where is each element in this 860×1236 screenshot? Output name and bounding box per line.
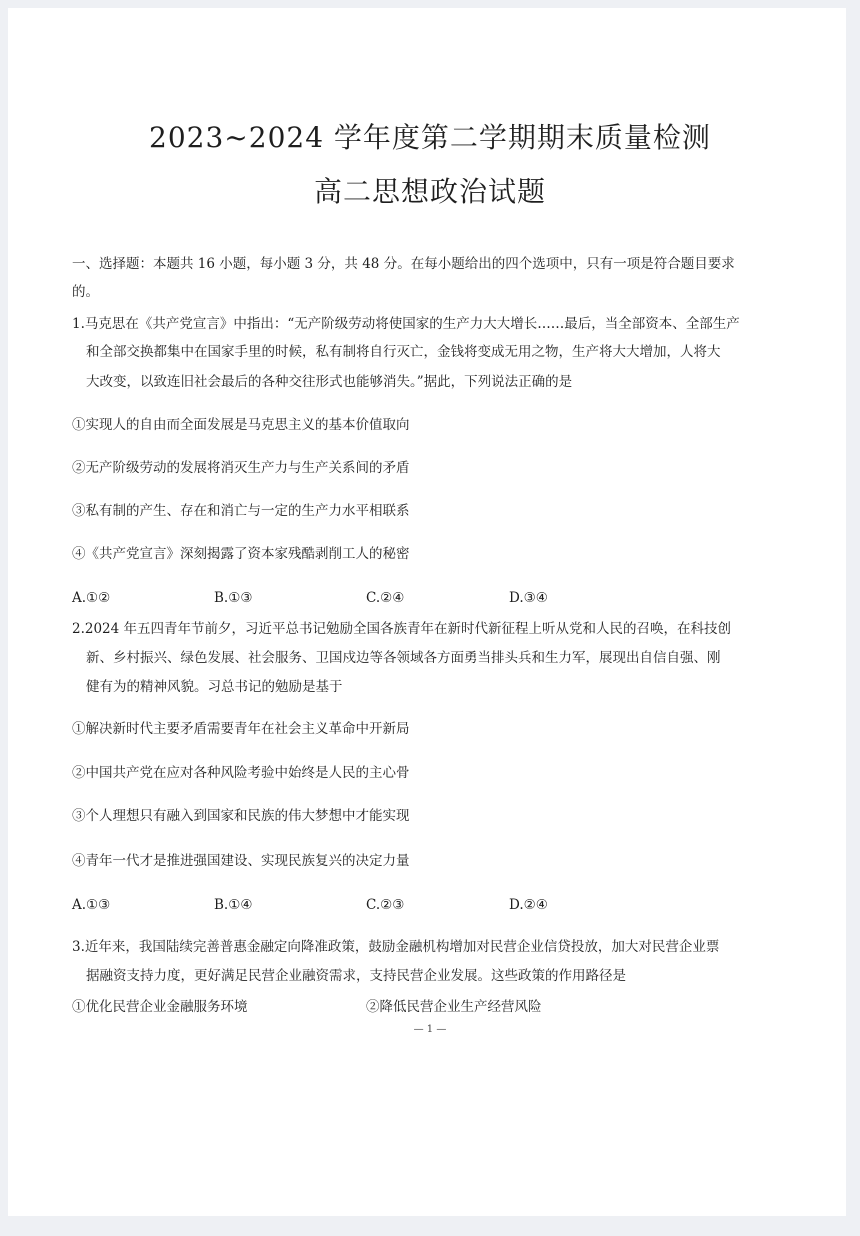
question-1-statement: ③私有制的产生、存在和消亡与一定的生产力水平相联系 [72,503,410,519]
option-c[interactable]: C.②④ [366,590,405,606]
section-intro-line: 一、选择题：本题共 16 小题，每小题 3 分，共 48 分。在每小题给出的四个选项中，只有一项是符合题目要求 [72,256,735,272]
option-a[interactable]: A.①② [72,590,111,606]
option-b[interactable]: B.①③ [214,590,253,606]
option-a[interactable]: A.①③ [72,897,111,913]
question-2-statement: ①解决新时代主要矛盾需要青年在社会主义革命中开新局 [72,721,410,737]
question-1-statement: ④《共产党宣言》深刻揭露了资本家残酷剥削工人的秘密 [72,546,410,562]
question-1-statement: ①实现人的自由而全面发展是马克思主义的基本价值取向 [72,417,410,433]
question-1-stem-line: 大改变，以致连旧社会最后的各种交往形式也能够消失。”据此，下列说法正确的是 [86,374,573,390]
option-c[interactable]: C.②③ [366,897,405,913]
question-3-stem-line: 据融资支持力度，更好满足民营企业融资需求，支持民营企业发展。这些政策的作用路径是 [86,968,626,984]
option-d[interactable]: D.②④ [509,897,548,913]
option-d[interactable]: D.③④ [509,590,548,606]
question-3-stem-line: 3.近年来，我国陆续完善普惠金融定向降准政策，鼓励金融机构增加对民营企业信贷投放，加大对民营企业票 [72,939,720,955]
section-intro-line: 的。 [72,284,99,300]
exam-subtitle: 高二思想政治试题 [313,175,546,208]
page-number: — 1 — [413,1024,447,1035]
question-1-stem-line: 和全部交换都集中在国家手里的时候，私有制将自行灭亡，金钱将变成无用之物，生产将大大增加，人将大 [86,344,721,360]
question-2-stem-line: 健有为的精神风貌。习总书记的勉励是基于 [86,679,343,695]
option-b[interactable]: B.①④ [214,897,253,913]
question-3-statement: ①优化民营企业金融服务环境 [72,999,248,1015]
question-3-statement: ②降低民营企业生产经营风险 [366,999,542,1015]
question-1-stem-line: 1.马克思在《共产党宣言》中指出：“无产阶级劳动将使国家的生产力大大增长……最后，当全部资本、全部生产 [72,316,740,332]
question-1-statement: ②无产阶级劳动的发展将消灭生产力与生产关系间的矛盾 [72,460,410,476]
question-2-statement: ③个人理想只有融入到国家和民族的伟大梦想中才能实现 [72,808,410,824]
question-2-stem-line: 2.2024 年五四青年节前夕，习近平总书记勉励全国各族青年在新时代新征程上听从党和人民的召唤，在科技创 [72,621,732,637]
question-2-statement: ④青年一代才是推进强国建设、实现民族复兴的决定力量 [72,853,410,869]
exam-title: 2023~2024 学年度第二学期期末质量检测 [149,121,711,154]
question-2-statement: ②中国共产党在应对各种风险考验中始终是人民的主心骨 [72,765,410,781]
question-2-stem-line: 新、乡村振兴、绿色发展、社会服务、卫国戍边等各领域各方面勇当排头兵和生力军，展现出自信自强、刚 [86,650,721,666]
